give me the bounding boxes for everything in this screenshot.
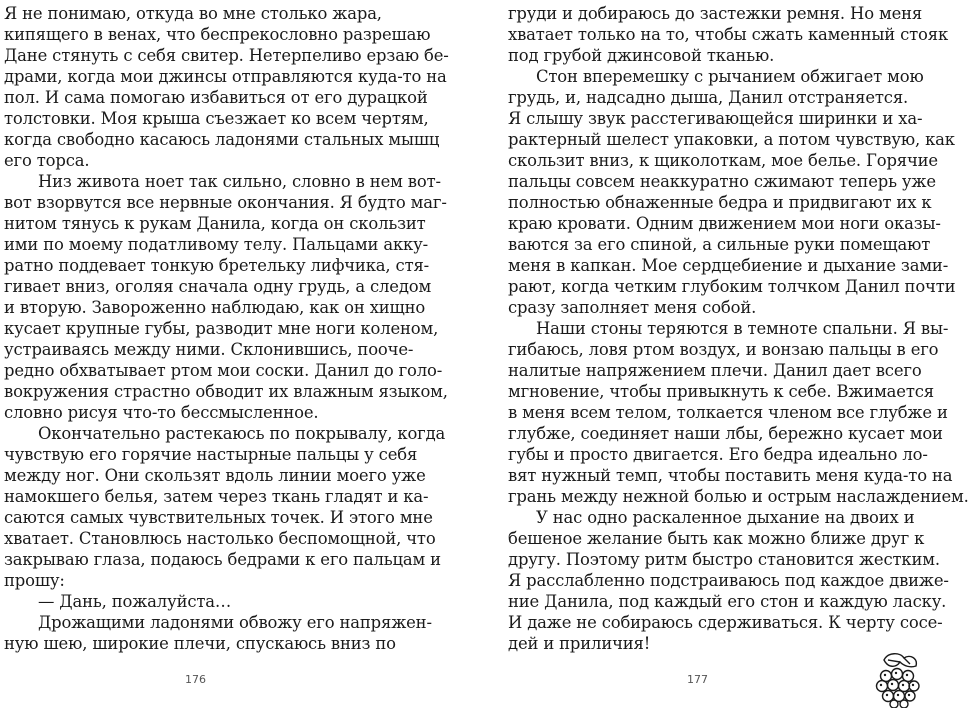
text-line: чувствую его горячие настырные пальцы у себя [4,445,418,464]
text-line: под грубой джинсовой тканью. [508,46,775,65]
text-line: сразу заполняет меня собой. [508,298,757,317]
text-line: Низ живота ноет так сильно, словно в нем вот- [38,172,441,191]
text-line: ную шею, широкие плечи, спускаюсь вниз по [4,634,396,653]
text-line: пальцы совсем неаккуратно сжимают теперь уже [508,172,936,191]
left-page [0,0,460,708]
text-line: — Дань, пожалуйста… [38,592,232,611]
text-line: грудь, и, надсадно дыша, Данил отстраняется. [508,88,909,107]
text-line: У нас одно раскаленное дыхание на двоих и [536,508,915,527]
page-number: 177 [687,673,708,686]
text-line: ваются за его спиной, а сильные руки помещают [508,235,931,254]
text-line: скользит вниз, к щиколоткам, мое белье. Горячие [508,151,938,170]
text-line: кипящего в венах, что беспрекословно разрешаю [4,25,431,44]
text-line: хватает. Становлюсь настолько беспомощной, что [4,529,436,548]
right-page [460,0,969,708]
text-line: вят нужный темп, чтобы поставить меня куда-то на [508,466,953,485]
text-line: гивает вниз, оголяя сначала одну грудь, а следом [4,277,432,296]
text-line: Я слышу звук расстегивающейся ширинки и ха- [508,109,923,128]
text-line: дей и приличия! [508,634,651,653]
text-line: глубже, соединяет наши лбы, бережно кусает мои [508,424,943,443]
text-line: устраиваясь между ними. Склонившись, поoче- [4,340,414,359]
text-line: груди и добираюсь до застежки ремня. Но меня [508,4,923,23]
text-line: И даже не собираюсь сдерживаться. К черту сосе- [508,613,943,632]
text-line: намокшего белья, затем через ткань гладят и ка- [4,487,429,506]
text-line: толстовки. Моя крыша съезжает ко всем чертям, [4,109,429,128]
text-line: его торса. [4,151,90,170]
text-line: краю кровати. Одним движением мои ноги оказы- [508,214,941,233]
text-line: грань между нежной болью и острым наслаждением. [508,487,969,506]
text-line: и вторую. Завороженно наблюдаю, как он хищно [4,298,426,317]
page-number: 176 [185,673,206,686]
text-line: редно обхватывает ртом мои соски. Данил до голо- [4,361,443,380]
text-line: когда свободно касаюсь ладонями стальных мышц [4,130,440,149]
text-line: пол. И сама помогаю избавиться от его дурацкой [4,88,428,107]
text-line: словно рисуя что-то бессмысленное. [4,403,319,422]
text-line: Дрожащими ладонями обвожу его напряжен- [38,613,432,632]
text-line: вокружения страстно обводит их влажным языком, [4,382,448,401]
text-line: между ног. Они скользят вдоль линии моего уже [4,466,426,485]
raspberry-ornament-icon [870,650,922,708]
text-line: Я не понимаю, откуда во мне столько жара, [4,4,382,23]
text-line: ратно поддевает тонкую бретельку лифчика, стя- [4,256,430,275]
text-line: закрываю глаза, подаюсь бедрами к его пальцам и [4,550,441,569]
text-line: гибаюсь, ловя ртом воздух, и вонзаю пальцы в его [508,340,939,359]
text-line: губы и просто двигается. Его бедра идеально ло- [508,445,928,464]
text-line: мгновение, чтобы привыкнуть к себе. Вжимается [508,382,934,401]
text-line: вот взорвутся все нервные окончания. Я будто маг- [4,193,447,212]
text-line: другу. Поэтому ритм быстро становится жестким. [508,550,940,569]
text-line: Наши стоны теряются в темноте спальни. Я вы- [536,319,949,338]
text-line: ими по моему податливому телу. Пальцами акку- [4,235,429,254]
text-line: Стон вперемешку с рычанием обжигает мою [536,67,924,86]
text-line: ние Данила, под каждый его стон и каждую ласку. [508,592,947,611]
text-line: полностью обнаженные бедра и придвигают их к [508,193,932,212]
text-line: нитом тянусь к рукам Данила, когда он скользит [4,214,426,233]
text-line: кусает крупные губы, разводит мне ноги коленом, [4,319,439,338]
text-line: Дане стянуть с себя свитер. Нетерпеливо ерзаю бе- [4,46,449,65]
text-line: бешеное желание быть как можно ближе друг к [508,529,925,548]
text-line: Я расслабленно подстраиваюсь под каждое движе- [508,571,949,590]
text-line: рают, когда четким глубоким толчком Данил почти [508,277,956,296]
text-line: меня в капкан. Мое сердцебиение и дыхание зами- [508,256,949,275]
text-line: хватает только на то, чтобы сжать каменный стояк [508,25,949,44]
text-line: драми, когда мои джинсы отправляются куда-то на [4,67,447,86]
text-line: налитые напряжением плечи. Данил дает всего [508,361,922,380]
text-line: прошу: [4,571,65,590]
text-line: рактерный шелест упаковки, а потом чувствую, как [508,130,955,149]
text-line: саются самых чувствительных точек. И этого мне [4,508,433,527]
text-line: в меня всем телом, толкается членом все глубже и [508,403,948,422]
text-line: Окончательно растекаюсь по покрывалу, когда [38,424,446,443]
